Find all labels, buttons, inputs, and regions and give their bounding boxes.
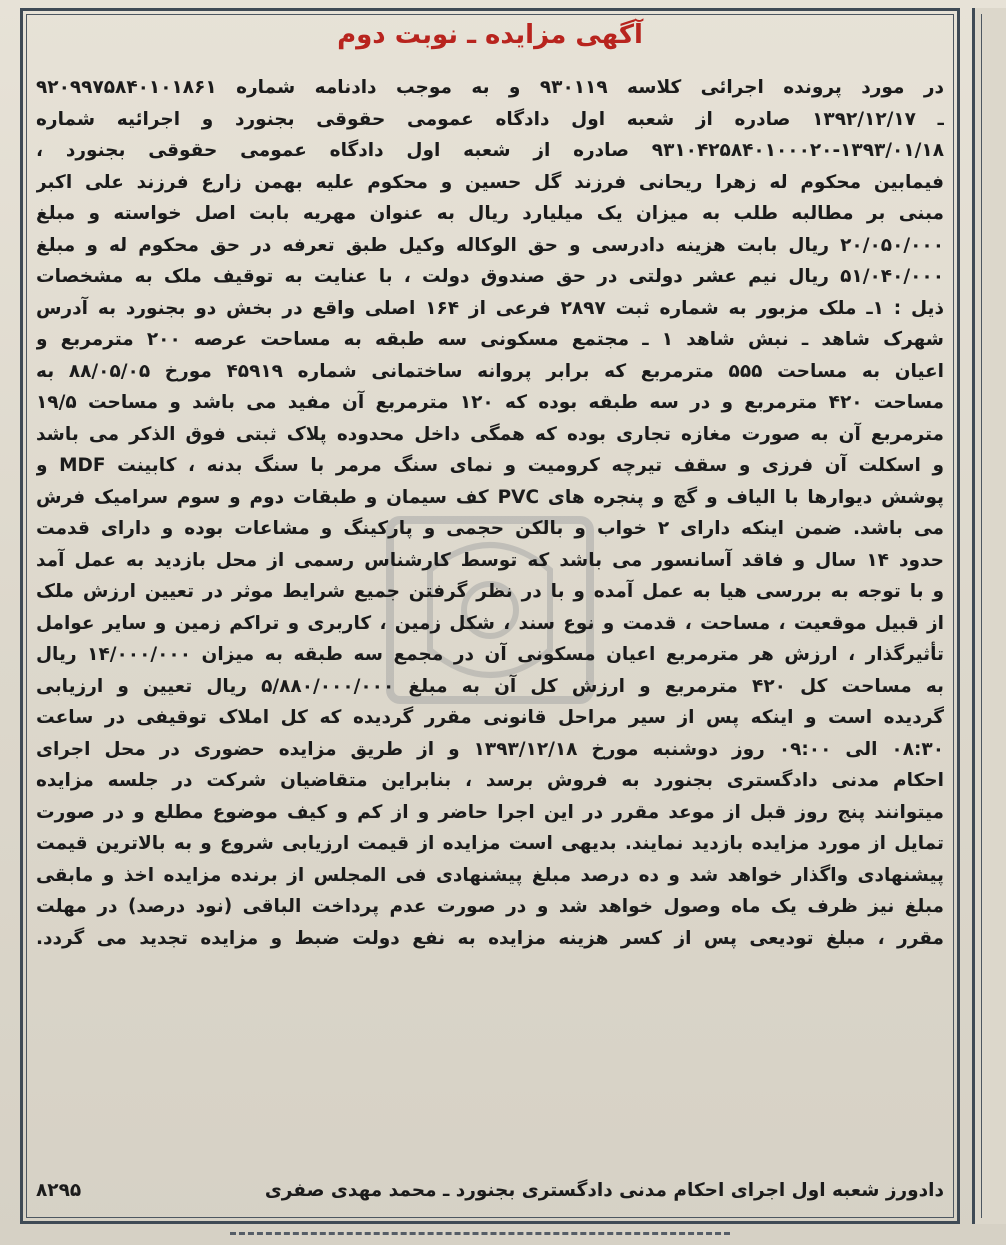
notice-line: به مساحت کل ۴۲۰ مترمربع و ارزش کل آن به مبلغ ۵/۸۸۰/۰۰۰/۰۰۰ ریال تعیین و ارزیابی [36, 675, 944, 697]
notice-line: پوشش دیوارها با الیاف و گچ و پنجره های PVC کف سیمان و طبقات دوم و سوم سرامیک فرش [36, 486, 944, 508]
notice-line: ۹۳۱۰۴۲۵۸۴۰۱۰۰۰۲۰-۱۳۹۳/۰۱/۱۸ صادره از شعبه اول دادگاه عمومی حقوقی بجنورد ، [36, 140, 944, 161]
notice-line: ذیل : ۱ـ ملک مزبور به شماره ثبت ۲۸۹۷ فرعی از ۱۶۴ اصلی واقع در بخش دو بجنورد به آدرس [36, 297, 944, 319]
notice-line: مساحت ۴۲۰ مترمربع و در سه طبقه بوده که ۱۲۰ مترمربع آن مفید می باشد و مساحت ۱۹/۵ [36, 392, 944, 413]
notice-body [36, 72, 944, 954]
notice-line: میتوانند پنج روز قبل از موعد مقرر در این اجرا حاضر و از کم و کیف موضوع مطلع و در صورت [36, 801, 944, 823]
notice-line: شهرک شاهد ـ نبش شاهد ۱ ـ مجتمع مسکونی سه طبقه به مساحت عرصه ۲۰۰ مترمربع و [36, 329, 944, 350]
notice-title: آگهی مزایده ـ نوبت دوم [337, 20, 643, 50]
notice-line: فیمابین محکوم له زهرا ریحانی فرزند گل حسین و محکوم علیه بهمن زارع فرزند علی اکبر [36, 171, 944, 193]
adjacent-column-edge [972, 8, 1006, 1224]
notice-line: می باشد. ضمن اینکه دارای ۲ خواب و بالکن حجمی و پارکینگ و مشاعات بوده و دارای قدمت [36, 518, 944, 539]
notice-line: از قبیل موقعیت ، مساحت ، قدمت و نوع سند ، شکل زمین ، کاربری و تراکم زمین و سایر عوامل [36, 612, 944, 634]
notice-line: مقرر ، مبلغ تودیعی پس از کسر هزینه مزایده به نفع دولت ضبط و مزایده تجدید می گردد. [36, 927, 944, 949]
notice-line: گردیده است و اینکه پس از سیر مراحل قانونی مقرر گردیده که کل املاک توقیفی در ساعت [36, 707, 944, 728]
notice-line: ۲۰/۰۵۰/۰۰۰ ریال بابت هزینه دادرسی و حق الوکاله وکیل طبق تعرفه در حق محکوم له و مبلغ [36, 234, 944, 256]
notice-line: در مورد پرونده اجرائی کلاسه ۹۳۰۱۱۹ و به موجب دادنامه شماره ۹۲۰۹۹۷۵۸۴۰۱۰۱۸۶۱ [36, 77, 944, 98]
notice-line: و اسکلت آن فرزی و سقف تیرچه کرومیت و نمای سنگ مرمر با سنگ بدنه ، کابینت MDF و [36, 455, 944, 476]
notice-code: ۸۲۹۵ [36, 1180, 82, 1201]
bottom-divider [230, 1232, 730, 1241]
notice-line: احکام مدنی دادگستری بجنورد به فروش برسد ، بنابراین متقاضیان شرکت در جلسه مزایده [36, 770, 944, 791]
notice-line: ۵۱/۰۴۰/۰۰۰ ریال نیم عشر دولتی در حق صندوق دولت ، با عنایت به توقیف ملک به مشخصات [36, 266, 944, 287]
notice-line: ـ ۱۳۹۲/۱۲/۱۷ صادره از شعبه اول دادگاه عمومی حقوقی بجنورد و اجرائیه شماره [36, 108, 944, 130]
notice-line: اعیان به مساحت ۵۵۵ مترمربع که برابر پروانه ساختمانی شماره ۴۵۹۱۹ مورخ ۸۸/۰۵/۰۵ به [36, 360, 944, 382]
notice-line: ۰۸:۳۰ الی ۰۹:۰۰ روز دوشنبه مورخ ۱۳۹۳/۱۲/۱۸ و از طریق مزایده حضوری در محل اجرای [36, 738, 944, 760]
signature-line: دادورز شعبه اول اجرای احکام مدنی دادگستری بجنورد ـ محمد مهدی صفری [264, 1180, 944, 1201]
notice-line: مبلغ نیز ظرف یک ماه وصول خواهد شد و در صورت عدم پرداخت الباقی (نود درصد) در مهلت [36, 896, 944, 917]
notice-line: تمایل از مورد مزایده بازدید نمایند. بدیهی است مزایده از قیمت ارزیابی شروع و به بالاترین قیمت [36, 833, 944, 854]
notice-line: مترمربع آن به صورت مغازه تجاری بوده که همگی داخل محدوده پلاک ثبتی فوق الذکر می باشد [36, 423, 944, 445]
notice-line: و با توجه به بررسی هیا به عمل آمده و با در نظر گرفتن جمیع شرایط موثر در تعیین ارزش ملک [36, 581, 944, 602]
notice-line: حدود ۱۴ سال و فاقد آسانسور می باشد که توسط کارشناس رسمی از محل بازدید به عمل آمد [36, 549, 944, 571]
notice-line: مبنی بر مطالبه طلب به میزان یک میلیارد ریال به عنوان مهریه بابت اصل خواسته و مبلغ [36, 203, 944, 224]
notice-line: تأثیرگذار ، ارزش هر مترمربع اعیان مسکونی آن در مجمع سه طبقه به میزان ۱۴/۰۰۰/۰۰۰ ریال [36, 644, 944, 665]
notice-line: پیشنهادی واگذار خواهد شد و ده درصد مبلغ پیشنهادی فی المجلس از برنده مزایده اخذ و مابقی [36, 864, 944, 886]
